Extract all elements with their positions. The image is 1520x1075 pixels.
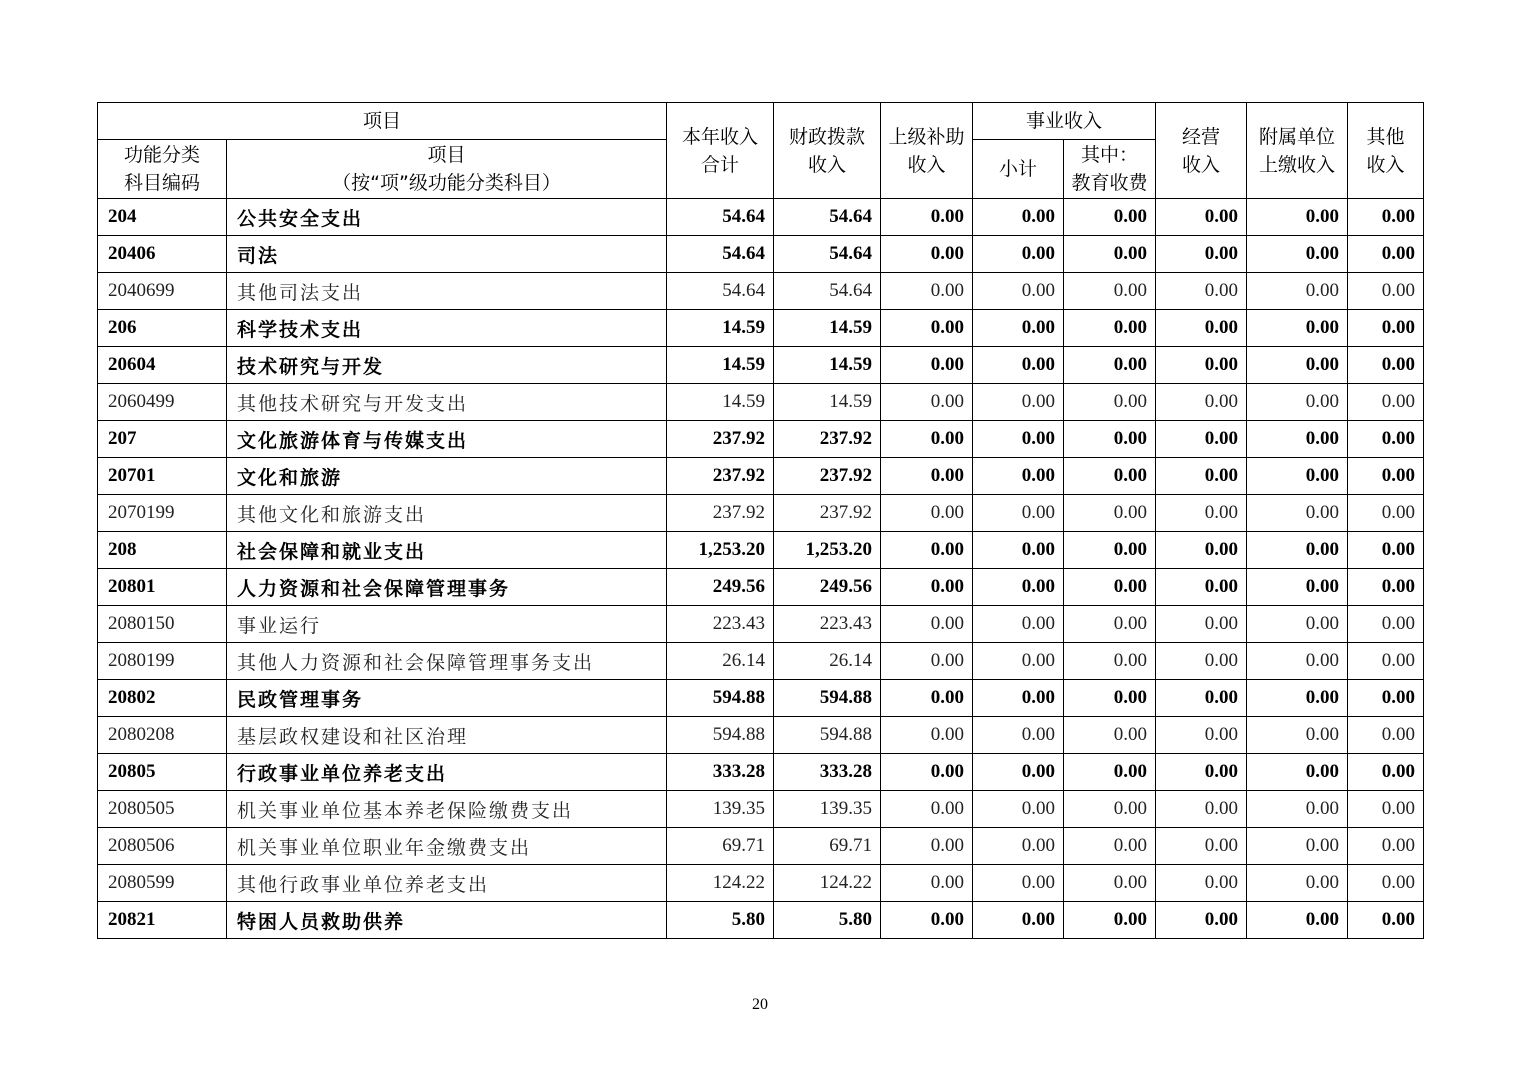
cell-subsidy: 0.00 — [881, 791, 973, 828]
cell-total: 1,253.20 — [667, 532, 774, 569]
cell-subsidy: 0.00 — [881, 421, 973, 458]
cell-subtotal: 0.00 — [973, 495, 1064, 532]
cell-total: 54.64 — [667, 236, 774, 273]
cell-operating: 0.00 — [1156, 754, 1247, 791]
cell-edu-fee: 0.00 — [1064, 199, 1156, 236]
cell-subtotal: 0.00 — [973, 606, 1064, 643]
cell-subsidy: 0.00 — [881, 865, 973, 902]
cell-subsidy: 0.00 — [881, 532, 973, 569]
cell-subtotal: 0.00 — [973, 865, 1064, 902]
header-operating — [1156, 103, 1247, 199]
cell-name: 社会保障和就业支出 — [227, 532, 667, 569]
table-row — [98, 236, 1424, 273]
cell-total: 139.35 — [667, 791, 774, 828]
cell-other: 0.00 — [1348, 828, 1424, 865]
cell-affiliated: 0.00 — [1247, 828, 1348, 865]
cell-operating: 0.00 — [1156, 421, 1247, 458]
cell-subtotal: 0.00 — [973, 458, 1064, 495]
cell-edu-fee: 0.00 — [1064, 532, 1156, 569]
cell-code: 2040699 — [98, 273, 227, 310]
table-row — [98, 199, 1424, 236]
cell-edu-fee: 0.00 — [1064, 754, 1156, 791]
cell-total: 237.92 — [667, 495, 774, 532]
cell-operating: 0.00 — [1156, 902, 1247, 939]
cell-total: 14.59 — [667, 347, 774, 384]
cell-fiscal: 333.28 — [774, 754, 881, 791]
header-func-code-line1: 功能分类 — [123, 144, 200, 166]
cell-name: 司法 — [227, 236, 667, 273]
table-row — [98, 680, 1424, 717]
cell-fiscal: 1,253.20 — [774, 532, 881, 569]
cell-name: 其他司法支出 — [227, 273, 667, 310]
header-edu-line1: 其中： — [1081, 144, 1139, 166]
table-row — [98, 865, 1424, 902]
cell-operating: 0.00 — [1156, 643, 1247, 680]
cell-subtotal: 0.00 — [973, 384, 1064, 421]
table-row — [98, 347, 1424, 384]
cell-fiscal: 14.59 — [774, 310, 881, 347]
cell-name: 文化旅游体育与传媒支出 — [227, 421, 667, 458]
cell-subtotal: 0.00 — [973, 310, 1064, 347]
cell-name: 特困人员救助供养 — [227, 902, 667, 939]
cell-other: 0.00 — [1348, 865, 1424, 902]
cell-code: 20802 — [98, 680, 227, 717]
cell-operating: 0.00 — [1156, 384, 1247, 421]
table-row — [98, 791, 1424, 828]
header-operating-line1: 经营 — [1182, 125, 1221, 148]
cell-other: 0.00 — [1348, 199, 1424, 236]
cell-subtotal: 0.00 — [973, 569, 1064, 606]
cell-subsidy: 0.00 — [881, 680, 973, 717]
cell-name: 民政管理事务 — [227, 680, 667, 717]
header-other-line2: 收入 — [1366, 153, 1405, 176]
cell-code: 208 — [98, 532, 227, 569]
cell-name: 其他文化和旅游支出 — [227, 495, 667, 532]
cell-fiscal: 237.92 — [774, 421, 881, 458]
cell-name: 技术研究与开发 — [227, 347, 667, 384]
cell-name: 其他行政事业单位养老支出 — [227, 865, 667, 902]
cell-fiscal: 139.35 — [774, 791, 881, 828]
cell-subsidy: 0.00 — [881, 828, 973, 865]
header-row-1 — [98, 103, 1424, 140]
table-row — [98, 828, 1424, 865]
cell-subtotal: 0.00 — [973, 754, 1064, 791]
cell-subsidy: 0.00 — [881, 754, 973, 791]
cell-affiliated: 0.00 — [1247, 495, 1348, 532]
cell-other: 0.00 — [1348, 384, 1424, 421]
budget-table — [97, 102, 1424, 939]
cell-name: 科学技术支出 — [227, 310, 667, 347]
cell-fiscal: 237.92 — [774, 495, 881, 532]
cell-subtotal: 0.00 — [973, 680, 1064, 717]
cell-operating: 0.00 — [1156, 347, 1247, 384]
table-row — [98, 643, 1424, 680]
cell-total: 54.64 — [667, 273, 774, 310]
cell-fiscal: 54.64 — [774, 236, 881, 273]
header-subtotal: 小计 — [973, 140, 1064, 199]
cell-total: 14.59 — [667, 384, 774, 421]
cell-fiscal: 69.71 — [774, 828, 881, 865]
cell-edu-fee: 0.00 — [1064, 606, 1156, 643]
cell-subsidy: 0.00 — [881, 495, 973, 532]
header-affiliated — [1247, 103, 1348, 199]
table-row — [98, 569, 1424, 606]
cell-other: 0.00 — [1348, 717, 1424, 754]
header-subsidy — [881, 103, 973, 199]
cell-subsidy: 0.00 — [881, 384, 973, 421]
cell-operating: 0.00 — [1156, 236, 1247, 273]
cell-other: 0.00 — [1348, 606, 1424, 643]
cell-total: 223.43 — [667, 606, 774, 643]
cell-code: 2080505 — [98, 791, 227, 828]
cell-code: 2070199 — [98, 495, 227, 532]
cell-subsidy: 0.00 — [881, 310, 973, 347]
cell-name: 公共安全支出 — [227, 199, 667, 236]
table-row — [98, 384, 1424, 421]
table-row — [98, 310, 1424, 347]
cell-total: 594.88 — [667, 680, 774, 717]
cell-subtotal: 0.00 — [973, 236, 1064, 273]
cell-affiliated: 0.00 — [1247, 606, 1348, 643]
cell-total: 69.71 — [667, 828, 774, 865]
header-item-line1: 项目 — [427, 144, 466, 166]
cell-edu-fee: 0.00 — [1064, 717, 1156, 754]
cell-edu-fee: 0.00 — [1064, 865, 1156, 902]
cell-subsidy: 0.00 — [881, 606, 973, 643]
cell-edu-fee: 0.00 — [1064, 458, 1156, 495]
cell-operating: 0.00 — [1156, 199, 1247, 236]
cell-subsidy: 0.00 — [881, 902, 973, 939]
cell-code: 2080208 — [98, 717, 227, 754]
header-other-line1: 其他 — [1366, 125, 1405, 148]
header-func-code — [98, 140, 227, 199]
cell-affiliated: 0.00 — [1247, 458, 1348, 495]
header-subsidy-line1: 上级补助 — [888, 125, 965, 148]
cell-fiscal: 223.43 — [774, 606, 881, 643]
cell-subsidy: 0.00 — [881, 458, 973, 495]
cell-total: 54.64 — [667, 199, 774, 236]
cell-affiliated: 0.00 — [1247, 717, 1348, 754]
cell-fiscal: 237.92 — [774, 458, 881, 495]
cell-name: 文化和旅游 — [227, 458, 667, 495]
cell-operating: 0.00 — [1156, 532, 1247, 569]
cell-code: 2080506 — [98, 828, 227, 865]
cell-subsidy: 0.00 — [881, 199, 973, 236]
header-fiscal-line2: 收入 — [808, 153, 847, 176]
cell-subtotal: 0.00 — [973, 717, 1064, 754]
table-row — [98, 495, 1424, 532]
table-row — [98, 606, 1424, 643]
header-affiliated-line1: 附属单位 — [1259, 125, 1336, 148]
cell-edu-fee: 0.00 — [1064, 384, 1156, 421]
cell-name: 其他技术研究与开发支出 — [227, 384, 667, 421]
cell-code: 2060499 — [98, 384, 227, 421]
cell-other: 0.00 — [1348, 421, 1424, 458]
cell-operating: 0.00 — [1156, 458, 1247, 495]
cell-code: 2080599 — [98, 865, 227, 902]
header-other — [1348, 103, 1424, 199]
cell-affiliated: 0.00 — [1247, 569, 1348, 606]
cell-operating: 0.00 — [1156, 606, 1247, 643]
cell-edu-fee: 0.00 — [1064, 310, 1156, 347]
cell-other: 0.00 — [1348, 532, 1424, 569]
cell-name: 其他人力资源和社会保障管理事务支出 — [227, 643, 667, 680]
cell-fiscal: 54.64 — [774, 199, 881, 236]
table-body — [98, 199, 1424, 939]
cell-operating: 0.00 — [1156, 569, 1247, 606]
cell-operating: 0.00 — [1156, 717, 1247, 754]
cell-total: 26.14 — [667, 643, 774, 680]
cell-fiscal: 124.22 — [774, 865, 881, 902]
cell-total: 333.28 — [667, 754, 774, 791]
cell-subtotal: 0.00 — [973, 273, 1064, 310]
cell-operating: 0.00 — [1156, 310, 1247, 347]
cell-other: 0.00 — [1348, 458, 1424, 495]
cell-subsidy: 0.00 — [881, 347, 973, 384]
cell-total: 249.56 — [667, 569, 774, 606]
cell-name: 机关事业单位职业年金缴费支出 — [227, 828, 667, 865]
cell-operating: 0.00 — [1156, 865, 1247, 902]
cell-name: 行政事业单位养老支出 — [227, 754, 667, 791]
cell-other: 0.00 — [1348, 347, 1424, 384]
table-row — [98, 532, 1424, 569]
table-row — [98, 717, 1424, 754]
cell-fiscal: 594.88 — [774, 680, 881, 717]
cell-affiliated: 0.00 — [1247, 347, 1348, 384]
cell-edu-fee: 0.00 — [1064, 273, 1156, 310]
cell-fiscal: 249.56 — [774, 569, 881, 606]
cell-code: 2080150 — [98, 606, 227, 643]
header-total-line1: 本年收入 — [682, 125, 759, 148]
header-edu-fee — [1064, 140, 1156, 199]
cell-affiliated: 0.00 — [1247, 310, 1348, 347]
cell-total: 594.88 — [667, 717, 774, 754]
cell-code: 206 — [98, 310, 227, 347]
header-edu-line2: 教育收费 — [1071, 172, 1148, 194]
cell-affiliated: 0.00 — [1247, 384, 1348, 421]
cell-subsidy: 0.00 — [881, 643, 973, 680]
cell-operating: 0.00 — [1156, 495, 1247, 532]
page-number: 20 — [752, 996, 768, 1013]
header-project: 项目 — [98, 103, 667, 140]
header-item — [227, 140, 667, 199]
cell-fiscal: 14.59 — [774, 384, 881, 421]
cell-code: 204 — [98, 199, 227, 236]
cell-edu-fee: 0.00 — [1064, 236, 1156, 273]
cell-other: 0.00 — [1348, 495, 1424, 532]
cell-other: 0.00 — [1348, 754, 1424, 791]
cell-affiliated: 0.00 — [1247, 643, 1348, 680]
cell-subtotal: 0.00 — [973, 421, 1064, 458]
table-row — [98, 902, 1424, 939]
cell-subsidy: 0.00 — [881, 717, 973, 754]
cell-edu-fee: 0.00 — [1064, 791, 1156, 828]
cell-code: 20701 — [98, 458, 227, 495]
cell-edu-fee: 0.00 — [1064, 828, 1156, 865]
cell-code: 20801 — [98, 569, 227, 606]
cell-code: 2080199 — [98, 643, 227, 680]
cell-edu-fee: 0.00 — [1064, 421, 1156, 458]
header-func-code-line2: 科目编码 — [123, 172, 200, 194]
cell-code: 20805 — [98, 754, 227, 791]
cell-other: 0.00 — [1348, 310, 1424, 347]
table-row — [98, 754, 1424, 791]
cell-operating: 0.00 — [1156, 828, 1247, 865]
cell-other: 0.00 — [1348, 680, 1424, 717]
cell-name: 事业运行 — [227, 606, 667, 643]
cell-other: 0.00 — [1348, 273, 1424, 310]
cell-affiliated: 0.00 — [1247, 754, 1348, 791]
cell-total: 124.22 — [667, 865, 774, 902]
cell-code: 20406 — [98, 236, 227, 273]
cell-subtotal: 0.00 — [973, 643, 1064, 680]
cell-name: 基层政权建设和社区治理 — [227, 717, 667, 754]
header-total — [667, 103, 774, 199]
table-row — [98, 458, 1424, 495]
cell-fiscal: 5.80 — [774, 902, 881, 939]
table-row — [98, 273, 1424, 310]
cell-other: 0.00 — [1348, 902, 1424, 939]
cell-edu-fee: 0.00 — [1064, 569, 1156, 606]
cell-affiliated: 0.00 — [1247, 865, 1348, 902]
cell-affiliated: 0.00 — [1247, 273, 1348, 310]
table-row — [98, 421, 1424, 458]
cell-code: 207 — [98, 421, 227, 458]
cell-subsidy: 0.00 — [881, 236, 973, 273]
cell-operating: 0.00 — [1156, 680, 1247, 717]
cell-edu-fee: 0.00 — [1064, 902, 1156, 939]
cell-fiscal: 14.59 — [774, 347, 881, 384]
cell-affiliated: 0.00 — [1247, 199, 1348, 236]
cell-code: 20821 — [98, 902, 227, 939]
cell-affiliated: 0.00 — [1247, 421, 1348, 458]
cell-affiliated: 0.00 — [1247, 791, 1348, 828]
header-fiscal-line1: 财政拨款 — [789, 125, 866, 148]
cell-affiliated: 0.00 — [1247, 236, 1348, 273]
header-operating-line2: 收入 — [1182, 153, 1221, 176]
cell-affiliated: 0.00 — [1247, 680, 1348, 717]
cell-total: 237.92 — [667, 458, 774, 495]
cell-edu-fee: 0.00 — [1064, 680, 1156, 717]
cell-fiscal: 26.14 — [774, 643, 881, 680]
cell-other: 0.00 — [1348, 643, 1424, 680]
cell-edu-fee: 0.00 — [1064, 643, 1156, 680]
cell-affiliated: 0.00 — [1247, 902, 1348, 939]
cell-total: 14.59 — [667, 310, 774, 347]
cell-subtotal: 0.00 — [973, 791, 1064, 828]
cell-fiscal: 594.88 — [774, 717, 881, 754]
cell-name: 人力资源和社会保障管理事务 — [227, 569, 667, 606]
cell-name: 机关事业单位基本养老保险缴费支出 — [227, 791, 667, 828]
header-affiliated-line2: 上缴收入 — [1259, 153, 1336, 176]
cell-subtotal: 0.00 — [973, 902, 1064, 939]
header-total-line2: 合计 — [701, 153, 740, 176]
cell-total: 5.80 — [667, 902, 774, 939]
cell-code: 20604 — [98, 347, 227, 384]
cell-subtotal: 0.00 — [973, 532, 1064, 569]
cell-subtotal: 0.00 — [973, 347, 1064, 384]
cell-subtotal: 0.00 — [973, 199, 1064, 236]
header-business-income: 事业收入 — [973, 103, 1156, 140]
cell-other: 0.00 — [1348, 236, 1424, 273]
header-fiscal — [774, 103, 881, 199]
cell-edu-fee: 0.00 — [1064, 347, 1156, 384]
header-item-line2: （按“项”级功能分类科目） — [332, 172, 561, 194]
cell-other: 0.00 — [1348, 569, 1424, 606]
cell-total: 237.92 — [667, 421, 774, 458]
header-subsidy-line2: 收入 — [907, 153, 946, 176]
cell-fiscal: 54.64 — [774, 273, 881, 310]
cell-operating: 0.00 — [1156, 273, 1247, 310]
cell-subsidy: 0.00 — [881, 273, 973, 310]
cell-subsidy: 0.00 — [881, 569, 973, 606]
cell-affiliated: 0.00 — [1247, 532, 1348, 569]
cell-operating: 0.00 — [1156, 791, 1247, 828]
cell-edu-fee: 0.00 — [1064, 495, 1156, 532]
cell-other: 0.00 — [1348, 791, 1424, 828]
cell-subtotal: 0.00 — [973, 828, 1064, 865]
